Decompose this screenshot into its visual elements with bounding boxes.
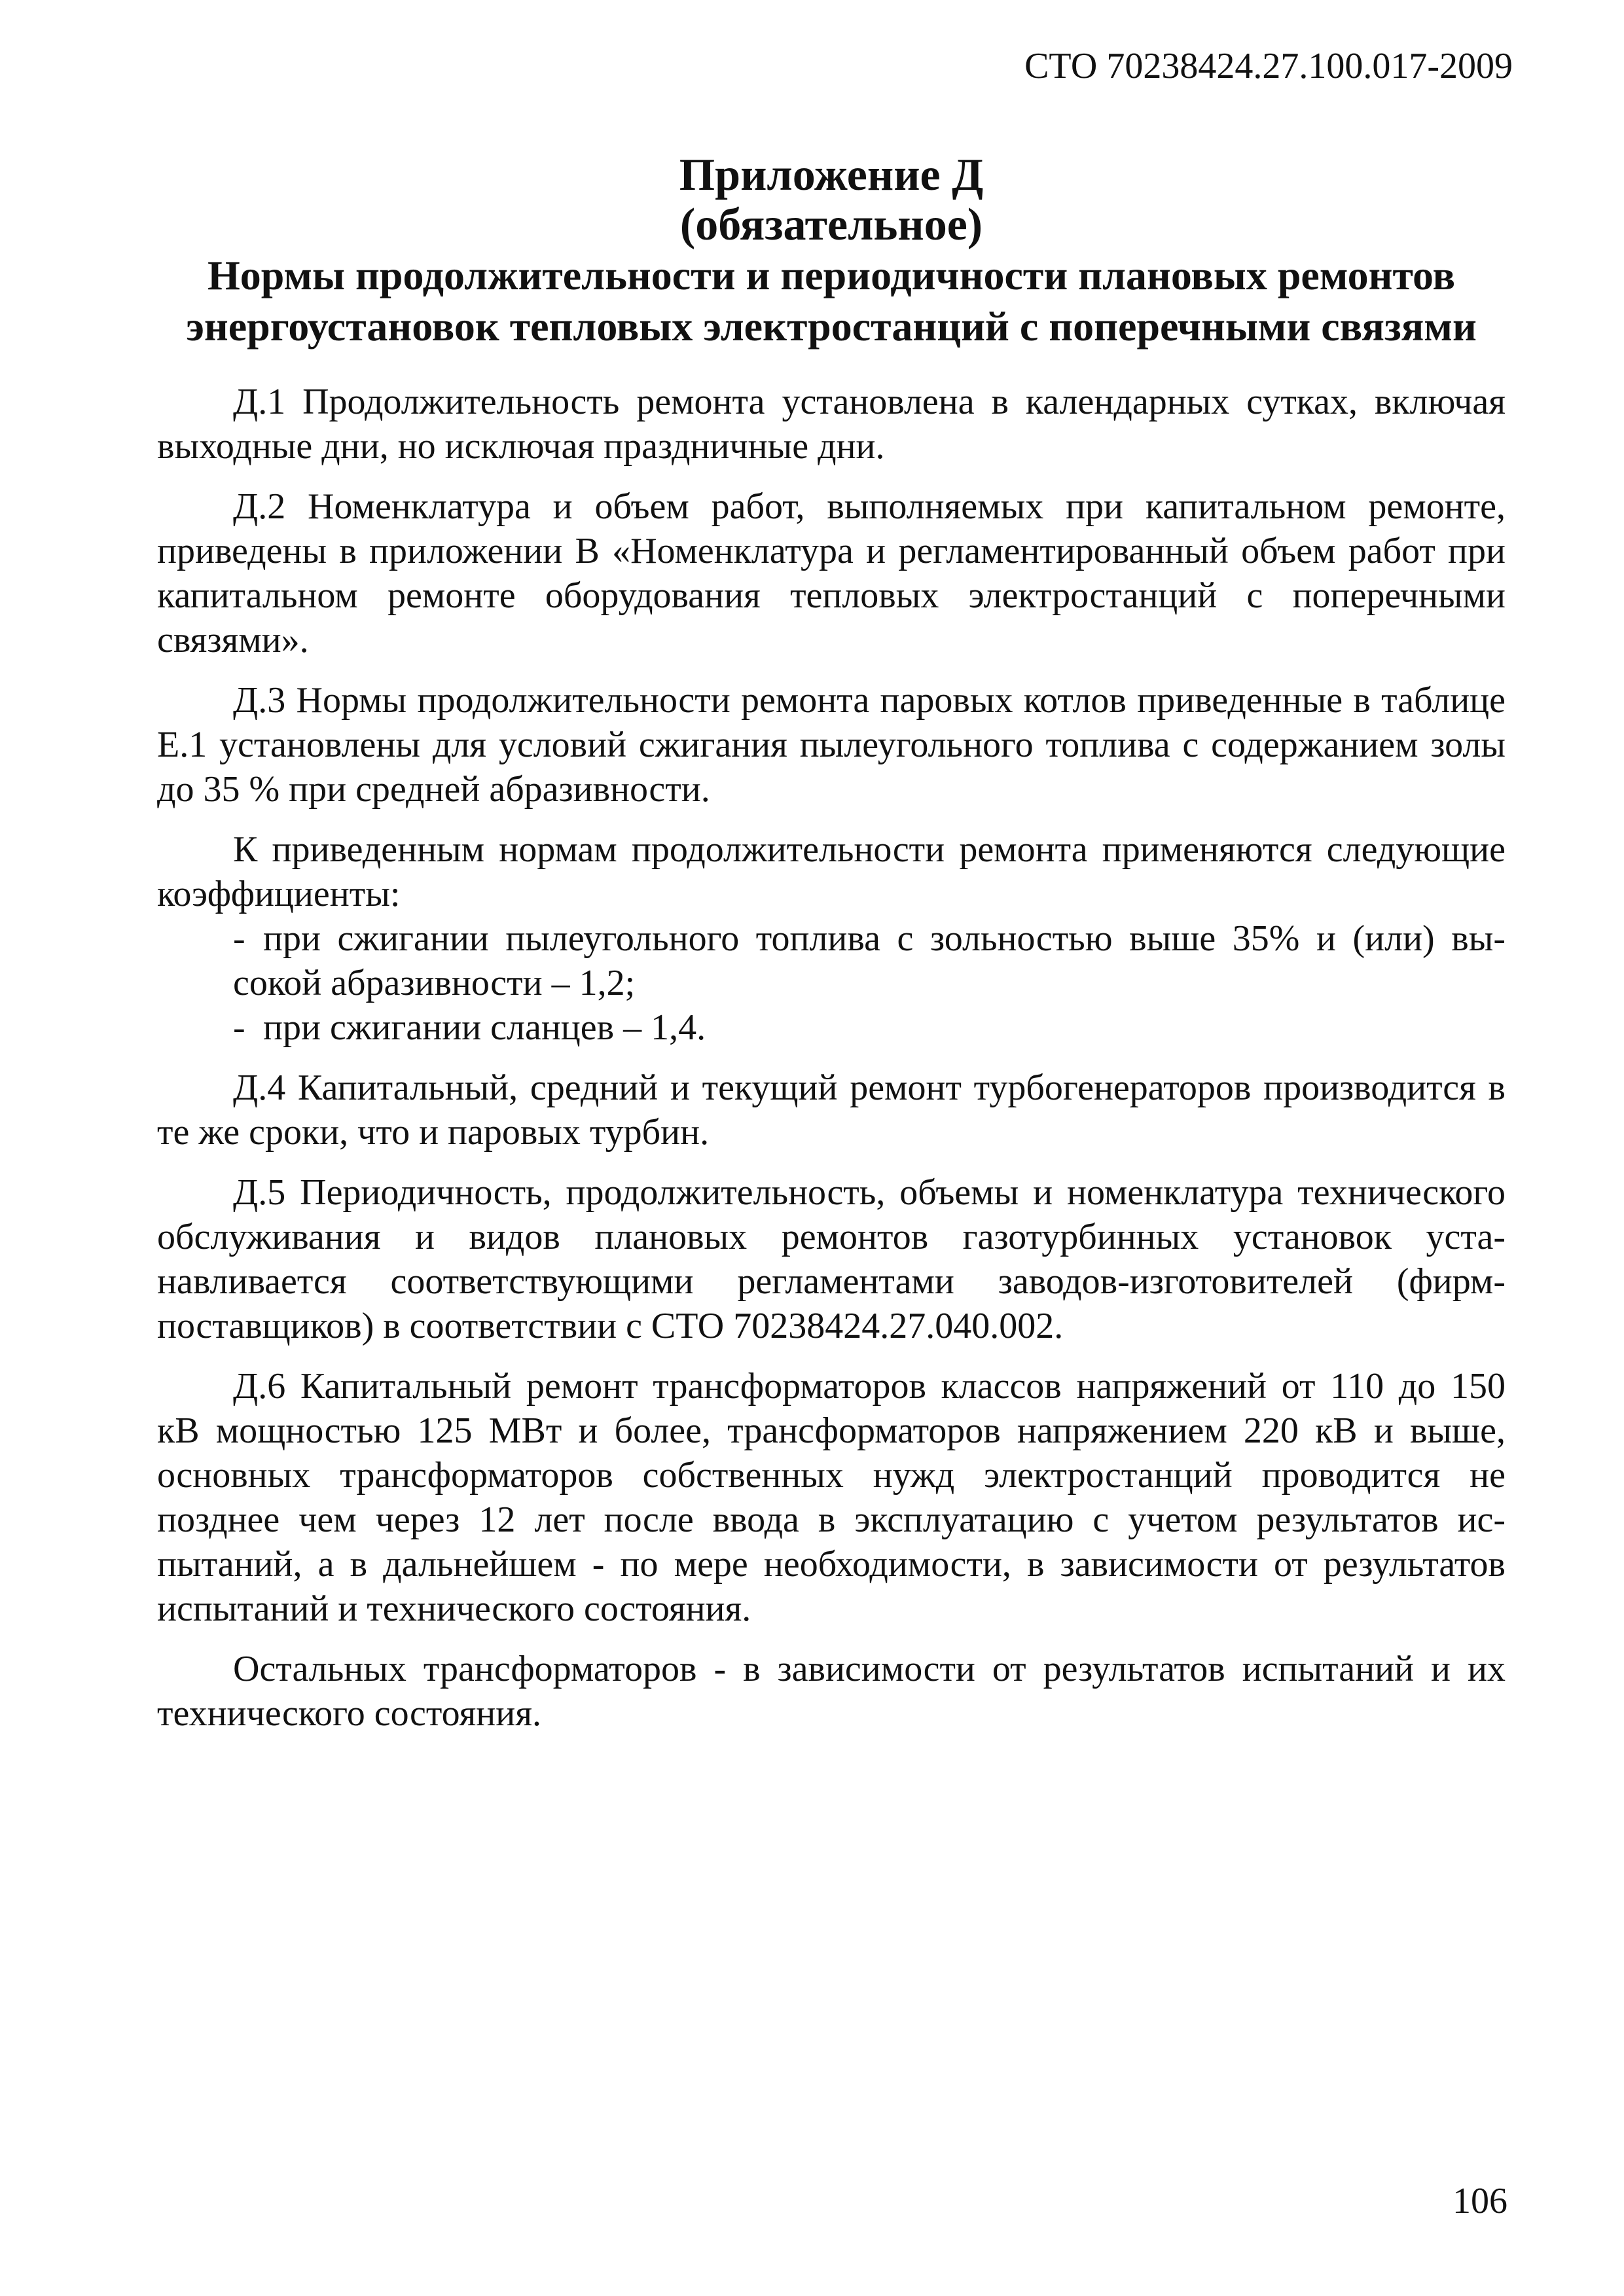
paragraph-d2: Д.2 Номенклатура и объем работ, выполняемых при капитальном ремонте, приведены в приложении В «Номенклатура и регламентированный объем работ при капитальном ремонте оборудования тепловых электростанций с поперечными связями».: [157, 486, 1506, 660]
paragraph-d1: Д.1 Продолжительность ремонта установлена в календарных сутках, включая выходные дни, но исключая праздничные дни.: [157, 382, 1506, 467]
appendix-heading-line-2: энергоустановок тепловых электростанций с поперечными связями: [186, 303, 1477, 350]
document-code: СТО 70238424.27.100.017-2009: [1024, 46, 1513, 86]
page-number: 106: [1453, 2181, 1507, 2221]
list-dash: -: [233, 1007, 245, 1048]
list-item-text: при сжигании пылеугольного топлива с зольностью выше 35% и (или) высокой абразивности – 1,2;: [233, 918, 1506, 1003]
list-item: [157, 916, 1506, 1005]
appendix-title: Приложение Д: [679, 150, 984, 200]
list-item: [157, 1005, 1506, 1050]
paragraph-coefficients-intro: К приведенным нормам продолжительности ремонта применяются следующие коэффициенты:: [157, 829, 1506, 914]
paragraph-other-transformers: Остальных трансформаторов - в зависимости от результатов испытаний и их технического состояния.: [157, 1649, 1506, 1734]
appendix-status: (обязательное): [679, 200, 983, 250]
list-item-text: при сжигании сланцев – 1,4.: [263, 1007, 706, 1048]
paragraph-d6: Д.6 Капитальный ремонт трансформаторов классов напряжений от 110 до 150 кВ мощностью 125 МВт и более, трансформаторов напряжением 220 кВ и выше, основных трансформаторов собственных нужд электростанций проводится не позднее чем через 12 лет после ввода в эксплуатацию с учетом результатов испытаний, а в дальнейшем - по мере необходимости, в зависимости от результатов испытаний и технического состояния.: [157, 1366, 1506, 1629]
paragraph-d3: Д.3 Нормы продолжительности ремонта паровых котлов приведенные в таблице Е.1 установлены для условий сжигания пылеугольного топлива с содержанием золы до 35 % при средней абразивности.: [157, 680, 1506, 810]
paragraph-d4: Д.4 Капитальный, средний и текущий ремонт турбогенераторов производится в те же сроки, что и паровых турбин.: [157, 1067, 1506, 1153]
paragraph-d5: Д.5 Периодичность, продолжительность, объемы и номенклатура технического обслуживания и видов плановых ремонтов газотурбинных установок устанавливается соответствующими регламентами заводов-изготовителей (фирм-поставщиков) в соответствии с СТО 70238424.27.040.002.: [157, 1172, 1506, 1346]
document-body: [157, 380, 1506, 1751]
appendix-heading-line-1: Нормы продолжительности и периодичности плановых ремонтов: [208, 252, 1455, 298]
list-dash: -: [233, 918, 245, 959]
